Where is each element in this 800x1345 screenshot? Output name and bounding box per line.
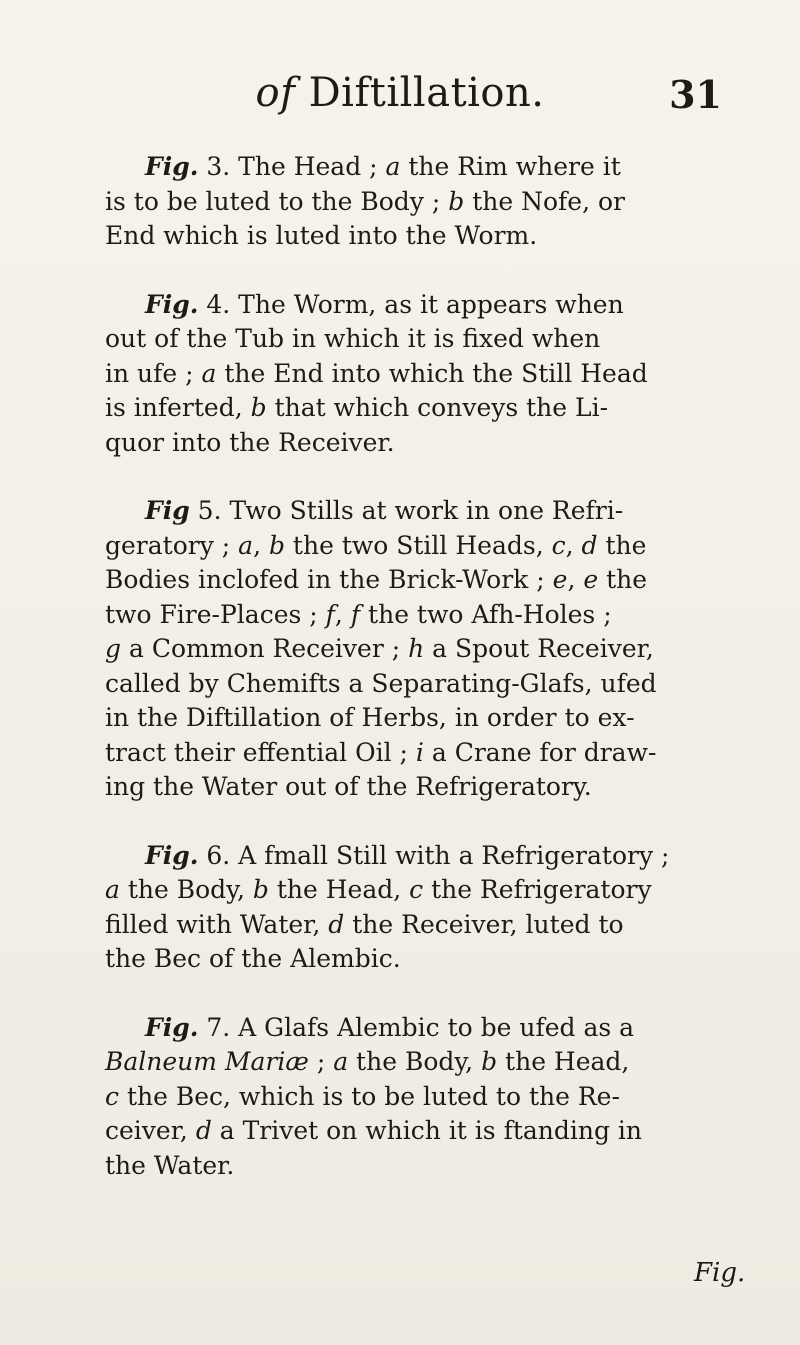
page-number: 31 xyxy=(669,72,722,117)
text-run: geratory ; xyxy=(105,530,239,560)
italic-text: a xyxy=(385,152,401,181)
text-run: called by Chemifts a Separating-Glafs, ufed xyxy=(105,668,657,698)
text-run: 3. The Head ; xyxy=(198,152,386,181)
italic-text: a xyxy=(105,875,120,904)
text-run: two Fire-Places ; xyxy=(105,599,326,629)
text-line xyxy=(105,391,745,426)
text-run: is inferted, xyxy=(105,393,251,422)
figure-explanations xyxy=(105,150,745,1217)
text-line xyxy=(105,1114,745,1149)
text-run: a Spout Receiver, xyxy=(424,634,654,663)
figure-label: Fig. xyxy=(145,152,199,181)
text-run: the Nofe, or xyxy=(464,186,625,216)
text-line xyxy=(105,426,745,461)
text-run: in ufe ; xyxy=(105,358,202,388)
italic-text: a xyxy=(201,358,217,388)
text-line xyxy=(105,1149,745,1184)
figure-label: Fig. xyxy=(145,1012,199,1042)
figure-paragraph xyxy=(105,839,745,977)
text-line xyxy=(145,150,745,185)
text-line xyxy=(105,185,745,220)
italic-text: b xyxy=(268,530,285,560)
figure-paragraph xyxy=(105,494,745,805)
italic-text: i xyxy=(415,737,424,767)
text-run: , xyxy=(334,599,351,629)
text-line xyxy=(105,701,745,736)
text-run: the two Afh-Holes ; xyxy=(360,599,612,629)
text-run: the Refrigeratory xyxy=(423,875,652,904)
italic-text: a xyxy=(238,530,254,560)
text-run: filled with Water, xyxy=(105,909,329,939)
italic-text: Balneum Mariæ xyxy=(105,1047,309,1076)
text-run: , xyxy=(253,530,269,560)
text-run: the Head, xyxy=(497,1047,630,1076)
italic-text: g xyxy=(105,634,122,663)
text-run: the two Still Heads, xyxy=(284,530,552,560)
running-head xyxy=(0,70,800,120)
italic-text: h xyxy=(408,634,425,663)
text-run: ceiver, xyxy=(105,1116,196,1145)
text-run: ; xyxy=(308,1047,334,1076)
text-run: the Receiver, luted to xyxy=(344,909,624,939)
text-run: 4. The Worm, as it appears when xyxy=(198,289,624,319)
text-line xyxy=(105,736,745,771)
italic-text: c xyxy=(551,530,566,560)
text-line xyxy=(105,667,745,702)
italic-text: e xyxy=(583,565,599,594)
text-run: a Common Receiver ; xyxy=(121,634,409,663)
figure-label: Fig xyxy=(145,496,190,525)
text-run: the xyxy=(598,565,648,594)
italic-text: b xyxy=(252,875,269,904)
text-run: the Water. xyxy=(105,1150,235,1180)
text-line xyxy=(105,322,745,357)
text-line xyxy=(105,598,745,633)
italic-text: b xyxy=(448,186,465,216)
text-line xyxy=(105,942,745,977)
italic-text: b xyxy=(250,393,267,422)
italic-text: f xyxy=(350,599,361,629)
figure-label: Fig. xyxy=(145,840,199,870)
text-line xyxy=(105,1080,745,1115)
italic-text: d xyxy=(581,530,598,560)
italic-text: d xyxy=(328,909,345,939)
italic-text: a xyxy=(333,1047,349,1076)
catchword: Fig. xyxy=(694,1258,746,1288)
text-run: that which conveys the Li- xyxy=(266,393,609,422)
text-run: 5. Two Stills at work in one Refri- xyxy=(189,496,624,525)
italic-text: c xyxy=(105,1081,120,1111)
text-line xyxy=(105,357,745,392)
text-run: a Crane for draw- xyxy=(423,737,657,767)
text-run: the Head, xyxy=(268,875,410,904)
text-run: quor into the Receiver. xyxy=(105,427,395,457)
figure-paragraph xyxy=(105,1011,745,1184)
text-line xyxy=(105,908,745,943)
text-run: 6. A fmall Still with a Refrigeratory ; xyxy=(198,840,670,870)
italic-text: c xyxy=(409,875,424,904)
text-run: End which is luted into the Worm. xyxy=(105,221,538,250)
text-run: , xyxy=(565,530,582,560)
text-line xyxy=(145,288,745,323)
figure-paragraph xyxy=(105,288,745,461)
italic-text: b xyxy=(481,1047,498,1076)
text-run: the End into which the Still Head xyxy=(216,358,648,388)
text-run: is to be luted to the Body ; xyxy=(105,186,449,216)
italic-text: e xyxy=(552,565,568,594)
text-line xyxy=(145,839,745,874)
italic-text: f xyxy=(325,599,335,629)
text-line xyxy=(105,1045,745,1080)
text-run: the xyxy=(597,530,647,560)
text-run: the Bec, which is to be luted to the Re- xyxy=(119,1081,620,1111)
text-line xyxy=(105,529,745,564)
text-run: a Trivet on which it is ftanding in xyxy=(211,1116,643,1145)
running-title-text: Diftillation. xyxy=(308,70,545,116)
text-run: the Body, xyxy=(348,1047,482,1076)
running-title-prefix: of xyxy=(255,70,296,116)
text-run: the Bec of the Alembic. xyxy=(105,944,401,973)
text-line xyxy=(105,873,745,908)
figure-label: Fig. xyxy=(145,289,199,319)
text-run: out of the Tub in which it is fixed when xyxy=(105,324,601,353)
italic-text: d xyxy=(195,1116,212,1145)
text-line xyxy=(105,563,745,598)
text-run: Bodies inclofed in the Brick-Work ; xyxy=(105,565,553,594)
text-line xyxy=(105,770,745,805)
text-run: the Rim where it xyxy=(400,152,621,181)
text-line xyxy=(145,1011,745,1046)
text-run: in the Diftillation of Herbs, in order to ex- xyxy=(105,703,635,732)
text-line xyxy=(145,494,745,529)
text-line xyxy=(105,632,745,667)
text-run: 7. A Glafs Alembic to be ufed as a xyxy=(198,1012,635,1042)
text-run: the Body, xyxy=(119,875,253,904)
text-line xyxy=(105,219,745,254)
text-run: ing the Water out of the Refrigeratory. xyxy=(105,772,592,801)
figure-paragraph xyxy=(105,150,745,254)
text-run: tract their effential Oil ; xyxy=(105,737,416,767)
text-run: , xyxy=(567,565,584,594)
